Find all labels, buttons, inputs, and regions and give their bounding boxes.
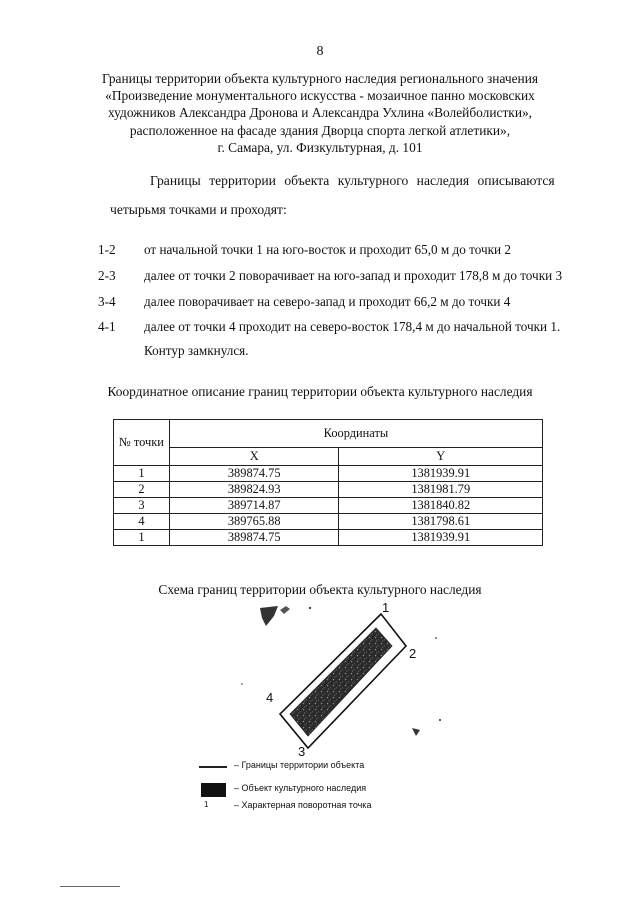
y-cell: 1381981.79 [339, 482, 543, 498]
x-cell: 389765.88 [169, 514, 339, 530]
legend-point-symbol: 1 [204, 800, 209, 809]
coordinates-table [113, 419, 543, 546]
segment-id: 3-4 [98, 294, 116, 309]
segment-row [98, 268, 562, 284]
y-cell: 1381798.61 [339, 514, 543, 530]
heading-line-1: Границы территории объекта культурного наследия регионального значения [101, 71, 539, 86]
table-row [114, 498, 543, 514]
segment-id: 2-3 [98, 268, 116, 283]
coords-header: Координаты [169, 420, 542, 448]
heading-line-3: художников Александра Дронова и Александра Ухлина «Волейболистки», [107, 105, 533, 121]
segment-text: далее от точки 4 проходит на северо-восток 178,4 м до начальной точки 1. [144, 319, 561, 334]
footer-divider [60, 886, 120, 887]
point-cell: 2 [114, 482, 170, 498]
page-number: 8 [316, 44, 324, 59]
table-row [114, 530, 543, 546]
legend-boundary-swatch [199, 766, 227, 768]
y-header: Y [339, 448, 543, 466]
intro-line-1: Границы территории объекта культурного наследия описываются [150, 173, 555, 188]
heritage-object [290, 628, 392, 736]
legend-boundary-label: – Границы территории объекта [234, 760, 365, 770]
x-cell: 389874.75 [169, 466, 339, 482]
legend-object-label: – Объект культурного наследия [234, 783, 367, 793]
table-row [114, 514, 543, 530]
segment-id: 4-1 [98, 319, 116, 334]
point-cell: 1 [114, 466, 170, 482]
segment-id: 1-2 [98, 242, 116, 257]
heading-line-4: расположенное на фасаде здания Дворца спорта легкой атлетики», [129, 122, 511, 138]
point-cell: 4 [114, 514, 170, 530]
y-cell: 1381840.82 [339, 498, 543, 514]
x-cell: 389874.75 [169, 530, 339, 546]
point-label-4: 4 [266, 690, 274, 705]
point-header: № точки [114, 420, 170, 466]
segment-row [98, 319, 560, 335]
x-cell: 389714.87 [169, 498, 339, 514]
x-cell: 389824.93 [169, 482, 339, 498]
coords-title: Координатное описание границ территории объекта культурного наследия [107, 384, 533, 399]
contour-closed-note: Контур замкнулся. [144, 343, 249, 358]
point-cell: 3 [114, 498, 170, 514]
table-row [114, 466, 543, 482]
table-row [114, 482, 543, 498]
segment-text: далее от точки 2 поворачивает на юго-запад и проходит 178,8 м до точки 3 [144, 268, 563, 283]
legend-object-swatch [201, 783, 226, 797]
segment-text: далее поворачивает на северо-запад и проходит 66,2 м до точки 4 [144, 294, 511, 309]
boundary-scheme [230, 600, 450, 760]
heading-line-2: «Произведение монументального искусства - мозаичное панно московских [105, 88, 535, 104]
intro-line-2: четырьмя точками и проходят: [110, 202, 287, 217]
document-heading [90, 70, 550, 156]
heading-line-5: г. Самара, ул. Физкультурная, д. 101 [217, 139, 423, 155]
y-cell: 1381939.91 [339, 530, 543, 546]
point-label-1: 1 [382, 600, 390, 615]
point-cell: 1 [114, 530, 170, 546]
point-label-2: 2 [409, 646, 417, 661]
schema-title: Схема границ территории объекта культурного наследия [158, 582, 482, 597]
legend-point-label: – Характерная поворотная точка [234, 800, 372, 810]
point-label-3: 3 [298, 744, 306, 759]
x-header: X [169, 448, 339, 466]
segment-text: от начальной точки 1 на юго-восток и проходит 65,0 м до точки 2 [144, 242, 511, 257]
segment-row [98, 294, 510, 310]
segment-row [98, 242, 511, 258]
y-cell: 1381939.91 [339, 466, 543, 482]
